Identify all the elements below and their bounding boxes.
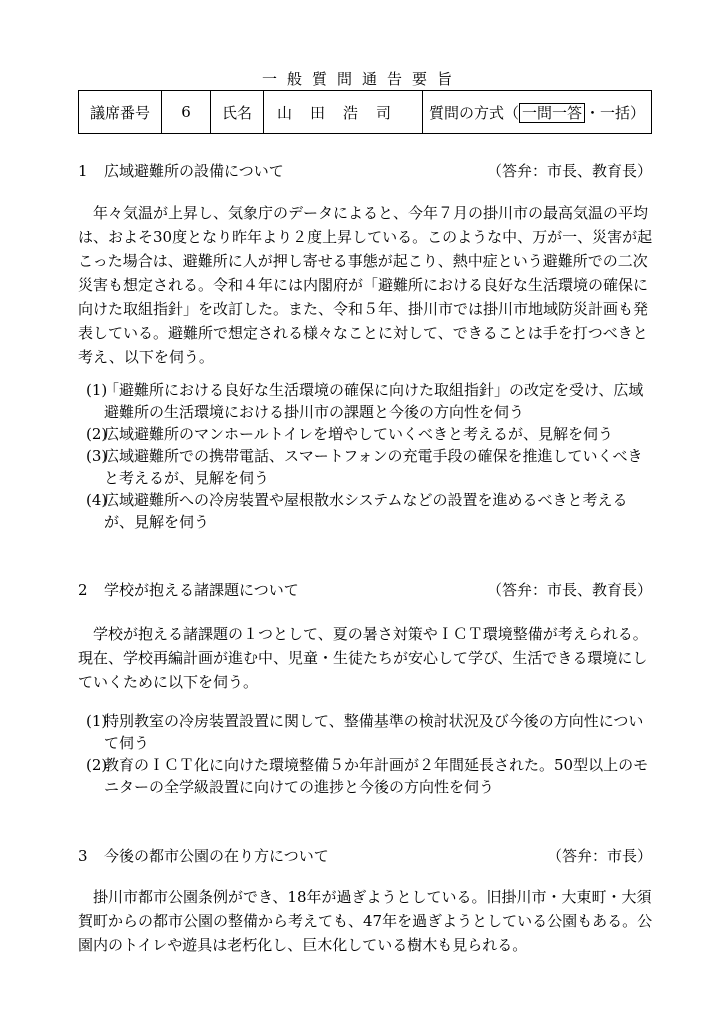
document-title: 一般質問通告要旨: [261, 70, 462, 88]
section-1-item-1: (1) 「避難所における良好な生活環境の確保に向けた取組指針」の改定を受け、広域避難所の生活環境における掛川市の課題と今後の方向性を伺う: [86, 381, 644, 421]
section-2-responders: （答弁：市長、教育長）: [486, 581, 652, 599]
section-2-item-1: (1) 特別教室の冷房装置設置に関して、整備基準の検討状況及び今後の方向性について伺う: [86, 712, 644, 752]
section-2-number: 2: [78, 581, 88, 599]
header-table: [78, 90, 652, 134]
section-1-item-4: (4) 広域避難所への冷房装置や屋根散水システムなどの設置を進めるべきと考えるが、見解を伺う: [86, 491, 628, 531]
section-1-heading: [78, 160, 652, 181]
section-2-title: 学校が抱える諸課題について: [104, 581, 299, 599]
method-prefix: 質問の方式（: [428, 103, 519, 122]
section-1-item-2: (2) 広域避難所のマンホールトイレを増やしていくべきと考えるが、見解を伺う: [86, 425, 613, 443]
section-2-item-2: (2) 教育のＩＣＴ化に向けた環境整備５か年計画が２年間延長された。50型以上のモニターの全学級設置に向けての進捗と今後の方向性を伺う: [86, 756, 649, 796]
method-rest: ・一括）: [584, 103, 645, 122]
member-name: 山田浩司: [263, 91, 422, 134]
question-method: [422, 91, 651, 134]
seat-label: 議席番号: [79, 91, 162, 134]
name-label: 氏名: [210, 91, 263, 134]
seat-number: 6: [161, 91, 210, 134]
section-1-responders: （答弁：市長、教育長）: [486, 162, 652, 180]
section-3-number: 3: [78, 847, 88, 865]
section-1-item-3: (3) 広域避難所での携帯電話、スマートフォンの充電手段の確保を推進していくべきと考えるが、見解を伺う: [86, 447, 643, 487]
section-1-number: 1: [78, 162, 88, 180]
section-1-body: 年々気温が上昇し、気象庁のデータによると、今年７月の掛川市の最高気温の平均は、およそ30度となり昨年より２度上昇している。このような中、万が一、災害が起こった場合は、避難所に人が押し寄せる事態が起こり、熱中症という避難所での二次災害も想定される。令和４年には内閣府が「避難所における良好な生活環境の確保に向けた取組指針」を改訂した。また、令和５年、掛川市では掛川市地域防災計画も発表している。避難所で想定される様々なことに対して、できることは手を打つべきと考え、以下を伺う。: [78, 204, 653, 366]
section-3-title: 今後の都市公園の在り方について: [104, 847, 329, 865]
section-3-heading: [78, 845, 652, 866]
section-1-title: 広域避難所の設備について: [104, 162, 284, 180]
section-2-body: 学校が抱える諸課題の１つとして、夏の暑さ対策やＩＣＴ環境整備が考えられる。現在、学校再編計画が進む中、児童・生徒たちが安心して学び、生活できる環境にしていくために以下を伺う。: [78, 625, 648, 691]
section-3-body: 掛川市都市公園条例ができ、18年が過ぎようとしている。旧掛川市・大東町・大須賀町からの都市公園の整備から考えても、47年を過ぎようとしている公園もある。公園内のトイレや遊具は老朽化し、巨木化している樹木も見られる。: [78, 888, 653, 954]
section-2-heading: [78, 579, 652, 600]
section-3-responders: （答弁：市長）: [546, 847, 652, 865]
method-selected: 一問一答: [519, 103, 585, 123]
